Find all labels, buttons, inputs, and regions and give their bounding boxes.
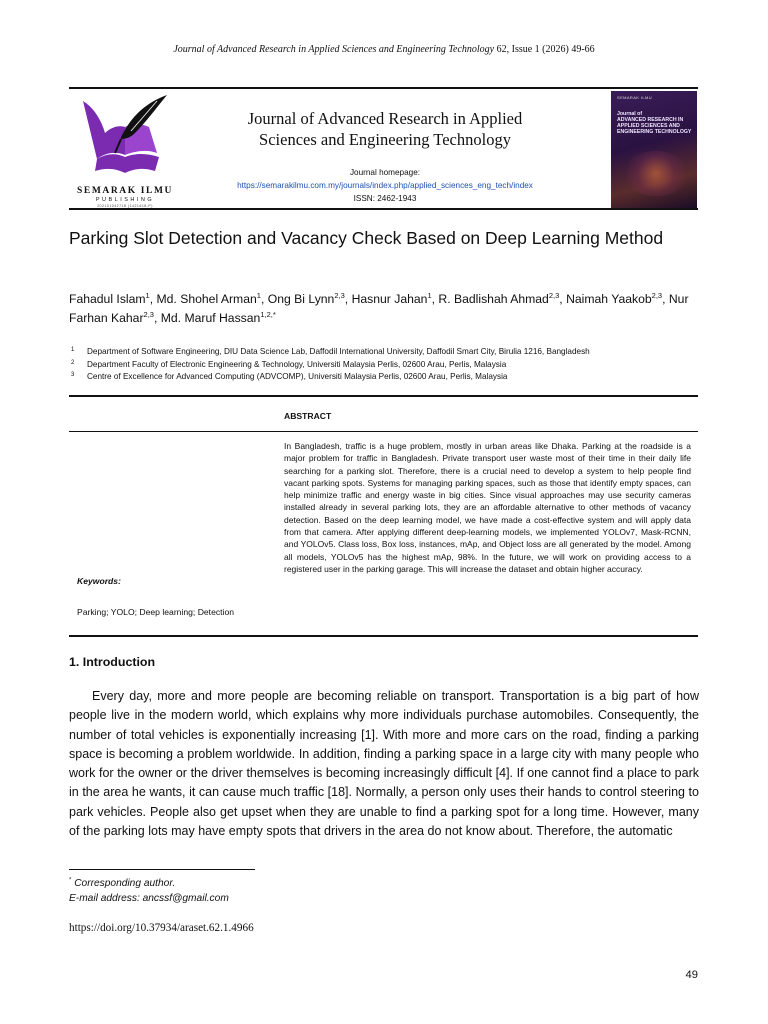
- cover-title-line: Journal of: [617, 111, 643, 117]
- introduction-paragraph: Every day, more and more people are becoming reliable on transport. Transportation is a big part of how people live in the modern world, which explains why more individuals purchase automobiles. Consequently, the number of total vehicles is exponentially increasing [1]. With more and more cars on the road, finding a parking space is becoming a problem worldwide. In addition, finding a parking space in a large city with many people who work for the owner or the driver themselves is becoming increasingly difficult [4]. If one cannot find a place to park in the area he wants, it can cause much traffic [18]. Normally, a person only uses their hands to control steering to park vehicles. People also get upset when they are unable to find a parking spot for a long time. However, many of the parking lots may have empty spots that drivers in the area do not know about. Therefore, the automatic: [69, 689, 699, 839]
- author-affiliation-mark: 1: [145, 290, 150, 300]
- author-name: Md. Maruf Hassan: [160, 311, 261, 325]
- journal-masthead: [69, 87, 698, 210]
- author-name: Hasnur Jahan: [351, 292, 428, 306]
- author-name: Ong Bi Lynn: [267, 292, 335, 306]
- journal-meta: [189, 166, 581, 205]
- author-affiliation-mark: 2,3: [548, 290, 560, 300]
- publisher-name: SEMARAK ILMU: [77, 186, 173, 196]
- corresponding-email: E-mail address: ancssf@gmail.com: [69, 893, 229, 904]
- affiliation-number: 2: [71, 360, 75, 366]
- running-head-journal: Journal of Advanced Research in Applied Sciences and Engineering Technology: [173, 44, 495, 55]
- running-head: [0, 44, 768, 55]
- cover-title-line: ENGINEERING TECHNOLOGY: [617, 129, 692, 135]
- cover-art: [621, 151, 691, 196]
- author-affiliation-mark: 1: [256, 290, 261, 300]
- author-name: Md. Shohel Arman: [156, 292, 257, 306]
- homepage-link[interactable]: https://semarakilmu.com.my/journals/index.php/applied_sciences_eng_tech/index: [237, 181, 533, 190]
- cover-brand: SEMARAK ILMU: [617, 95, 653, 100]
- author-name: Nur Farhan Kahar: [69, 292, 689, 325]
- author-name: Naimah Yaakob: [566, 292, 652, 306]
- author-affiliation-mark: 2,3: [651, 290, 663, 300]
- cover-title-line: ADVANCED RESEARCH IN: [617, 117, 684, 123]
- publisher-id: 202101042718 (1421618-P): [97, 204, 153, 208]
- publisher-sub: PUBLISHING: [95, 197, 155, 203]
- affiliation-text: Department of Software Engineering, DIU Data Science Lab, Daffodil International University, Daffodil Smart City, Birulia 1216, Bangladesh: [87, 347, 590, 356]
- author-affiliation-mark: 2,3: [334, 290, 345, 300]
- page-number: 49: [685, 969, 698, 981]
- abstract-divider: [69, 431, 698, 432]
- issn: ISSN: 2462-1943: [353, 194, 417, 203]
- journal-title: [189, 108, 581, 150]
- abstract-text: In Bangladesh, traffic is a huge problem, mostly in urban areas like Dhaka. Parking at the roadside is a major problem for traffic in Bangladesh. Private transport user waste most of their time in their daily life searching for a parking slot. Therefore, there is a crucial need to develop a system to help people find vacant parking spots. Systems for managing parking spaces, such as those that identify empty spaces, can help minimize traffic and energy waste in big cities. Since visual approaches may use security cameras installed already in several parking lots, they are an affordable alternative to other methods of vacancy detection. Based on the deep learning model, we have made a cost-effective system and will apply data from that camera. After applying different deep-learning models, we implemented YOLOv7, Mask-RCNN, and YOLOv5. Class loss, Box loss, instances, mAp, and Object loss are all generated by the model. Among all models, YOLOv5 has the highest mAp, 98%. In the future, we will work on providing access to a registered user in the parking garage. This will increase the dataset and obtain higher accuracy.: [284, 441, 691, 574]
- author-name: R. Badlishah Ahmad: [438, 292, 549, 306]
- corresponding-author-text: Corresponding author.: [74, 878, 176, 889]
- homepage-label: Journal homepage:: [349, 168, 421, 177]
- journal-title-line1: Journal of Advanced Research in Applied: [247, 109, 523, 128]
- affiliation-text: Centre of Excellence for Advanced Computing (ADVCOMP), Universiti Malaysia Perlis, 02600 Arau, Perlis, Malaysia: [87, 372, 508, 381]
- author-affiliation-mark: 1: [427, 290, 432, 300]
- cover-title-line: APPLIED SCIENCES AND: [617, 123, 680, 129]
- affiliation-number: 1: [71, 347, 75, 353]
- author-name: Fahadul Islam: [69, 292, 146, 306]
- author-list: Fahadul Islam$^1$, Md. Shohel Arman$^1$, Ong Bi Lynn$^{2,3}$, Hasnur Jahan$^1$, R. Badlishah Ahmad$^{2,3}$, Naimah Yaakob$^{2,3}$, Nur Farhan Kahar$^{2,3}$, Md. Maruf Hassan$^{1,2,*}$: [69, 290, 689, 325]
- publisher-logo: [71, 93, 179, 207]
- corresponding-author-note: [69, 878, 175, 889]
- footnote-mark: *: [69, 877, 72, 884]
- abstract-heading: ABSTRACT: [284, 411, 332, 421]
- cover-title: [617, 111, 693, 135]
- journal-cover-image: [611, 91, 697, 208]
- author-affiliation-mark: 1,2,*: [260, 309, 276, 319]
- article-title: Parking Slot Detection and Vacancy Check Based on Deep Learning Method: [69, 228, 664, 248]
- abstract-top-rule: [69, 395, 698, 397]
- affiliation-number: 3: [71, 372, 75, 378]
- book-quill-icon: [71, 93, 179, 185]
- footnote-rule: [69, 869, 255, 870]
- running-head-issue: 62, Issue 1 (2026) 49-66: [494, 44, 595, 55]
- author-affiliation-mark: 2,3: [143, 309, 154, 319]
- doi-link[interactable]: https://doi.org/10.37934/araset.62.1.4966: [69, 922, 254, 934]
- journal-title-line2: Sciences and Engineering Technology: [259, 130, 511, 149]
- section-heading: 1. Introduction: [69, 655, 156, 669]
- keywords-label: Keywords:: [77, 576, 121, 586]
- keywords-list: Parking; YOLO; Deep learning; Detection: [77, 607, 235, 617]
- abstract-bottom-rule: [69, 635, 698, 637]
- affiliation-text: Department Faculty of Electronic Engineering & Technology, Universiti Malaysia Perlis, 02600 Arau, Perlis, Malaysia: [87, 360, 507, 369]
